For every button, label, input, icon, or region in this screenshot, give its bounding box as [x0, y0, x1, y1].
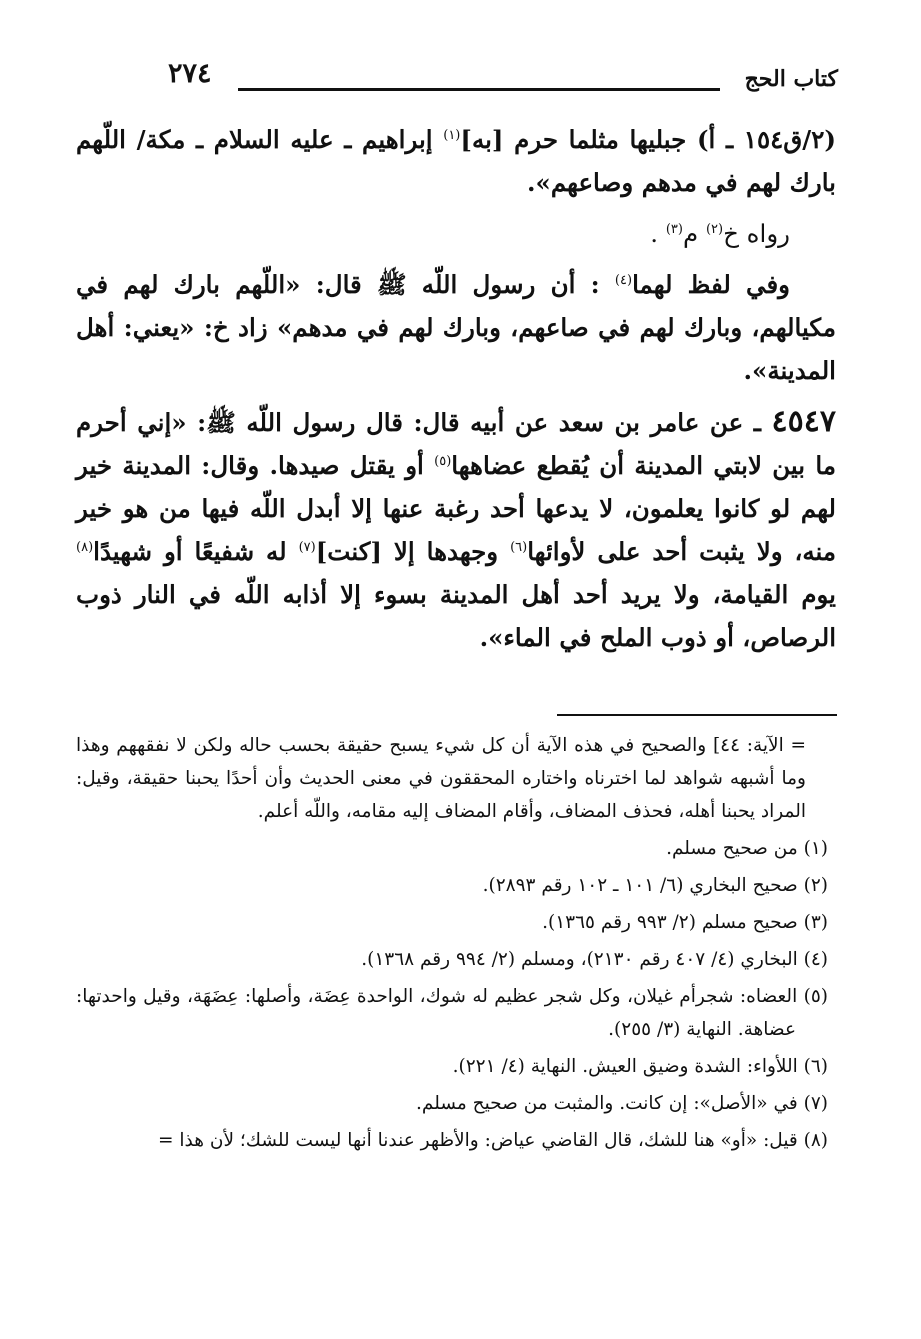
- text-run: وفي لفظ لهما: [632, 270, 790, 299]
- text-run: له شفيعًا أو شهيدًا: [93, 537, 299, 566]
- text-run: إبراهيم ـ عليه السلام ـ مكة/ اللّهم بارك لهم في مدهم وصاعهم».: [76, 125, 836, 197]
- footnote-2: (٢) صحيح البخاري (٦/ ١٠١ ـ ١٠٢ رقم ٢٨٩٣).: [482, 875, 828, 896]
- paragraph-3: [76, 263, 836, 392]
- footnote-5: (٥) العضاه: شجرأم غيلان، وكل شجر عظيم له شوك، الواحدة عِضَة، وأصلها: عِضَهَة، وقيل واحدتها: عضاهة. النهاية (٣/ ٢٥٥).: [76, 986, 828, 1040]
- footnote-ref-3[interactable]: (٣): [665, 221, 683, 237]
- paragraph-1: [76, 118, 836, 204]
- header-rule: [238, 88, 720, 91]
- chapter-title: كتاب الحج: [744, 66, 838, 92]
- text-run: يوم القيامة، ولا يريد أحد أهل المدينة بسوء إلا أذابه اللّه في النار ذوب الرصاص، أو ذوب الملح في الماء».: [76, 580, 836, 652]
- footnote-ref-6[interactable]: (٦): [510, 539, 528, 555]
- footnote-4: (٤) البخاري (٤/ ٤٠٧ رقم ٢١٣٠)، ومسلم (٢/ ٩٩٤ رقم ١٣٦٨).: [361, 949, 828, 970]
- footnote-8: (٨) قيل: «أو» هنا للشك، قال القاضي عياض: والأظهر عندنا أنها ليست للشك؛ لأن هذا =: [158, 1130, 828, 1151]
- page-number: ٢٧٤: [168, 58, 212, 89]
- text-run: أو يقتل صيدها. وقال: المدينة خير لهم لو كانوا يعلمون، لا يدعها أحد رغبة عنها إلا أبدل اللّه فيها من هو خير منه، ولا يثبت أحد على لأوائها: [76, 451, 837, 566]
- text-run: جبليها مثلما حرم [به]: [460, 125, 687, 154]
- text-run: .: [650, 219, 666, 248]
- text-run: : أن رسول اللّه ﷺ قال: «اللّهم بارك لهم في مكيالهم، وبارك لهم في صاعهم، وبارك لهم في مدهم» زاد خ: «يعني: أهل المدينة».: [76, 270, 836, 385]
- footnote-6: (٦) اللأواء: الشدة وضيق العيش. النهاية (٤/ ٢٢١).: [452, 1056, 828, 1077]
- hadith-paragraph: [76, 400, 836, 659]
- main-text: [76, 118, 836, 667]
- footnote-continuation: = الآية: ٤٤] والصحيح في هذه الآية أن كل شيء يسبح حقيقة بحسب حاله ولكن لا نفقههم وهذا وما أشبهه شواهد لما اخترناه واختاره المحققون في معنى الحديث وأن أحدًا يحبنا حقيقة، وقيل: المراد يحبنا أهله، فحذف المضاف، وأقام المضاف إليه مقامه، واللّه أعلم.: [76, 735, 806, 822]
- footnote-ref-7[interactable]: (٧): [298, 539, 316, 555]
- footnote-separator: [557, 714, 837, 716]
- footnote-ref-5[interactable]: (٥): [434, 453, 452, 469]
- text-run: م: [682, 219, 706, 248]
- footnote-7: (٧) في «الأصل»: إن كانت. والمثبت من صحيح مسلم.: [416, 1093, 828, 1114]
- text-run: رواه خ: [723, 219, 790, 248]
- footnote-ref-8[interactable]: (٨): [76, 539, 94, 555]
- text-run: وجهدها إلا [كنت]: [315, 537, 511, 566]
- footnotes: [76, 729, 828, 1161]
- footnote-ref-4[interactable]: (٤): [614, 272, 633, 288]
- paragraph-2: [76, 212, 836, 255]
- text-run: ـ عن عامر بن سعد عن أبيه قال: قال رسول اللّه ﷺ: «إني أحرم ما بين لابتي المدينة أن يُقطع عضاهها: [76, 408, 836, 480]
- footnote-ref-2[interactable]: (٢): [705, 221, 724, 237]
- manuscript-ref: (٢/ق١٥٤ ـ أ): [696, 125, 836, 154]
- page-header: [68, 58, 838, 98]
- footnote-3: (٣) صحيح مسلم (٢/ ٩٩٣ رقم ١٣٦٥).: [542, 912, 828, 933]
- footnote-1: (١) من صحيح مسلم.: [666, 838, 828, 859]
- footnote-ref-1[interactable]: (١): [443, 127, 461, 143]
- hadith-number: ٤٥٤٧: [771, 404, 836, 439]
